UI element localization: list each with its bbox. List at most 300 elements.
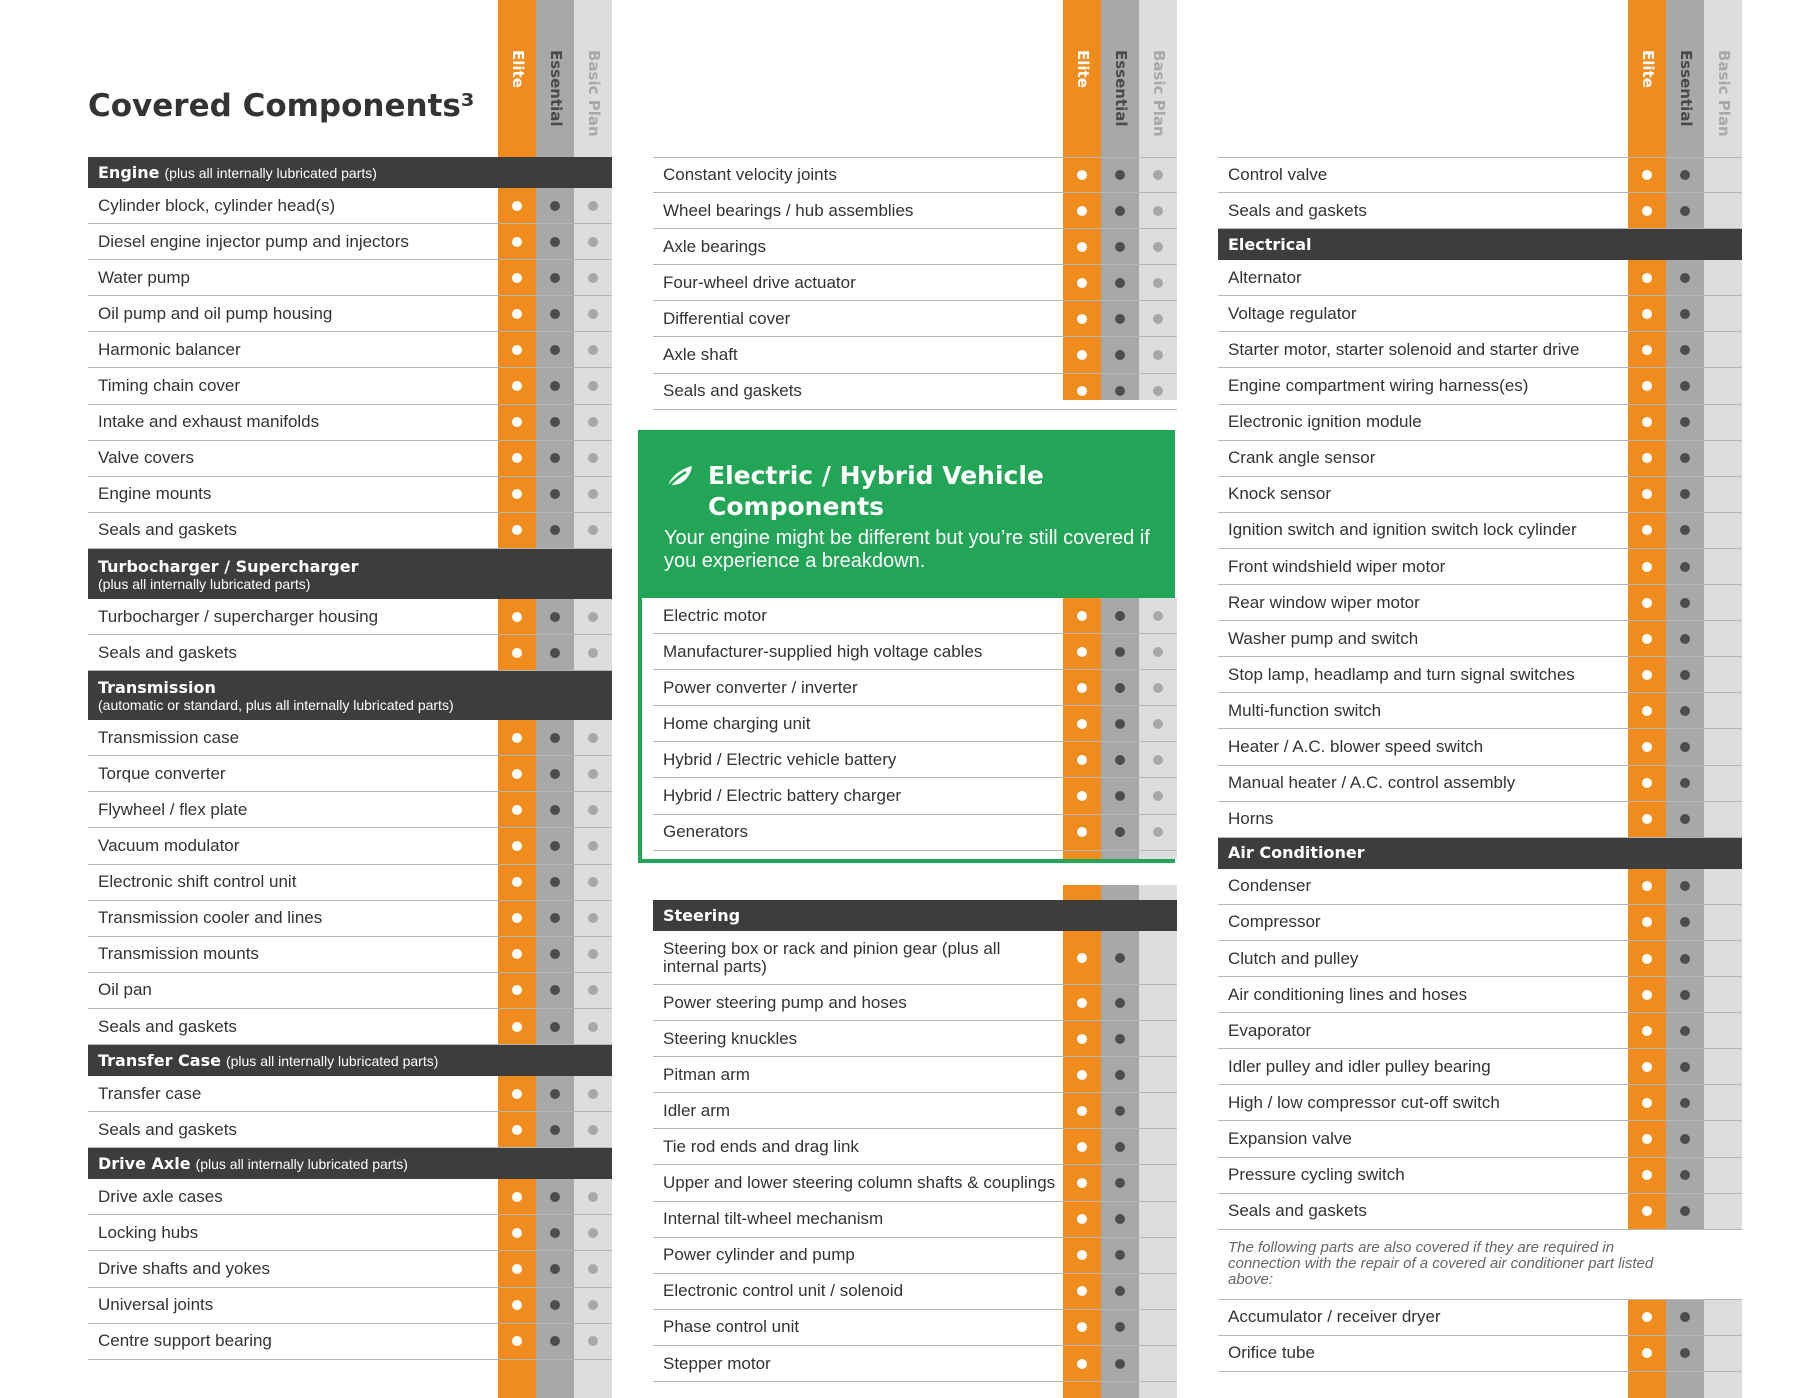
list-item xyxy=(88,260,612,296)
item-label: Pitman arm xyxy=(663,1064,750,1084)
elite-covered-dot xyxy=(1642,1312,1652,1322)
basic-covered-dot xyxy=(1153,206,1163,216)
elite-covered-dot xyxy=(1642,1206,1652,1216)
elite-covered-dot xyxy=(512,1192,522,1202)
item-label: Differential cover xyxy=(663,308,791,328)
essential-covered-dot xyxy=(550,417,560,427)
essential-covered-dot xyxy=(1680,1206,1690,1216)
essential-covered-dot xyxy=(1115,1359,1125,1369)
list-item xyxy=(653,338,1177,374)
item-label: Condenser xyxy=(1228,876,1312,896)
ev-components-banner xyxy=(638,430,1175,598)
list-item xyxy=(653,301,1177,337)
elite-covered-dot xyxy=(1642,670,1652,680)
item-label: Cylinder block, cylinder head(s) xyxy=(98,195,336,215)
item-label: Generators xyxy=(663,822,749,842)
essential-covered-dot xyxy=(550,913,560,923)
list-item xyxy=(1218,369,1742,405)
elite-covered-dot xyxy=(512,648,522,658)
essential-covered-dot xyxy=(550,1125,560,1135)
item-label: Seals and gaskets xyxy=(98,642,237,662)
section-subtitle: (automatic or standard, plus all internally lubricated parts) xyxy=(98,697,454,714)
elite-covered-dot xyxy=(1642,1348,1652,1358)
basic-covered-dot xyxy=(588,273,598,283)
list-item xyxy=(653,1238,1177,1274)
ev-title: Electric / Hybrid Vehicle Components xyxy=(708,461,1044,521)
essential-covered-dot xyxy=(550,985,560,995)
item-label: Orifice tube xyxy=(1228,1343,1315,1363)
item-label: Compressor xyxy=(1228,912,1321,932)
basic-covered-dot xyxy=(588,877,598,887)
basic-covered-dot xyxy=(588,1125,598,1135)
elite-covered-dot xyxy=(512,453,522,463)
elite-covered-dot xyxy=(1077,827,1087,837)
essential-covered-dot xyxy=(1115,719,1125,729)
item-label: Power converter / inverter xyxy=(663,677,858,697)
basic-covered-dot xyxy=(588,1089,598,1099)
elite-covered-dot xyxy=(1077,386,1087,396)
list-item xyxy=(653,742,1177,778)
elite-plan-label: Elite xyxy=(1074,50,1092,88)
item-label: Hybrid / Electric battery charger xyxy=(663,786,902,806)
essential-covered-dot xyxy=(1115,755,1125,765)
item-label: Rear window wiper motor xyxy=(1228,592,1420,612)
elite-covered-dot xyxy=(1077,1250,1087,1260)
list-item xyxy=(1218,905,1742,941)
elite-covered-dot xyxy=(512,309,522,319)
item-label: Four-wheel drive actuator xyxy=(663,272,856,292)
elite-covered-dot xyxy=(1642,1170,1652,1180)
basic-covered-dot xyxy=(588,237,598,247)
item-label: Control valve xyxy=(1228,164,1328,184)
basic-covered-dot xyxy=(588,805,598,815)
list-item xyxy=(1218,549,1742,585)
item-label: Stop lamp, headlamp and turn signal switches xyxy=(1228,664,1575,684)
elite-covered-dot xyxy=(512,612,522,622)
basic-covered-dot xyxy=(1153,386,1163,396)
item-label: Engine compartment wiring harness(es) xyxy=(1228,376,1529,396)
item-label: Torque converter xyxy=(98,763,226,783)
list-item xyxy=(653,1166,1177,1202)
list-item xyxy=(1218,441,1742,477)
essential-covered-dot xyxy=(1680,273,1690,283)
basic-covered-dot xyxy=(588,1264,598,1274)
list-item xyxy=(1218,657,1742,693)
elite-covered-dot xyxy=(1642,1026,1652,1036)
elite-covered-dot xyxy=(512,489,522,499)
item-label: Axle shaft xyxy=(663,345,738,365)
essential-covered-dot xyxy=(550,769,560,779)
section-title: Drive Axle xyxy=(98,1153,191,1173)
elite-covered-dot xyxy=(1077,1034,1087,1044)
list-item xyxy=(653,1021,1177,1057)
list-item xyxy=(1218,1194,1742,1230)
essential-covered-dot xyxy=(1115,953,1125,963)
list-item xyxy=(88,635,612,671)
item-label: Crank angle sensor xyxy=(1228,448,1376,468)
section-header xyxy=(653,900,1177,931)
elite-covered-dot xyxy=(512,1228,522,1238)
essential-covered-dot xyxy=(1680,170,1690,180)
essential-covered-dot xyxy=(550,949,560,959)
list-item xyxy=(88,901,612,937)
elite-covered-dot xyxy=(1077,242,1087,252)
list-item xyxy=(1218,1122,1742,1158)
elite-covered-dot xyxy=(1642,453,1652,463)
item-label: Universal joints xyxy=(98,1295,214,1315)
item-label: Hybrid / Electric vehicle battery xyxy=(663,749,897,769)
essential-covered-dot xyxy=(1115,1070,1125,1080)
list-item xyxy=(653,985,1177,1021)
list-item xyxy=(1218,730,1742,766)
elite-covered-dot xyxy=(512,1089,522,1099)
section-title: Turbocharger / Supercharger xyxy=(98,556,359,576)
section-title: Air Conditioner xyxy=(1228,843,1365,863)
essential-covered-dot xyxy=(1680,1062,1690,1072)
section-subtitle: (plus all internally lubricated parts) xyxy=(98,575,311,592)
essential-covered-dot xyxy=(550,1228,560,1238)
section-header xyxy=(88,157,612,188)
elite-covered-dot xyxy=(1077,719,1087,729)
elite-covered-dot xyxy=(512,417,522,427)
elite-plan-label: Elite xyxy=(509,50,527,88)
item-label: Tie rod ends and drag link xyxy=(663,1136,859,1156)
list-item xyxy=(1218,1300,1742,1336)
essential-covered-dot xyxy=(1680,562,1690,572)
list-item xyxy=(1218,193,1742,229)
item-label: Seals and gaskets xyxy=(98,1016,237,1036)
elite-covered-dot xyxy=(1077,1214,1087,1224)
elite-covered-dot xyxy=(512,1022,522,1032)
essential-covered-dot xyxy=(1115,242,1125,252)
list-item xyxy=(1218,693,1742,729)
essential-plan-label: Essential xyxy=(547,50,565,127)
item-label: Turbocharger / supercharger housing xyxy=(98,606,379,626)
basic-covered-dot xyxy=(1153,242,1163,252)
elite-covered-dot xyxy=(1642,489,1652,499)
item-label: Starter motor, starter solenoid and starter drive xyxy=(1228,339,1580,359)
list-item xyxy=(653,1093,1177,1129)
item-label: Internal tilt-wheel mechanism xyxy=(663,1209,884,1229)
elite-covered-dot xyxy=(512,1264,522,1274)
essential-covered-dot xyxy=(1115,791,1125,801)
essential-covered-dot xyxy=(1680,742,1690,752)
page-title: Covered Components³ xyxy=(88,88,475,124)
essential-covered-dot xyxy=(550,525,560,535)
essential-covered-dot xyxy=(1680,453,1690,463)
list-item xyxy=(88,296,612,332)
list-item xyxy=(1218,260,1742,296)
basic-covered-dot xyxy=(1153,755,1163,765)
elite-covered-dot xyxy=(1077,611,1087,621)
elite-covered-dot xyxy=(1642,814,1652,824)
essential-covered-dot xyxy=(1115,1034,1125,1044)
section-header-line xyxy=(1228,843,1742,863)
basic-covered-dot xyxy=(588,949,598,959)
essential-covered-dot xyxy=(1680,417,1690,427)
elite-covered-dot xyxy=(1077,791,1087,801)
section-title: Transmission xyxy=(98,678,216,698)
list-item xyxy=(1218,513,1742,549)
elite-covered-dot xyxy=(512,345,522,355)
essential-covered-dot xyxy=(550,345,560,355)
elite-covered-dot xyxy=(512,201,522,211)
item-label: Alternator xyxy=(1228,267,1302,287)
section-header xyxy=(88,1148,612,1179)
item-label: Horns xyxy=(1228,809,1274,829)
elite-covered-dot xyxy=(1077,1178,1087,1188)
item-label: Knock sensor xyxy=(1228,484,1331,504)
item-label: Harmonic balancer xyxy=(98,339,241,359)
list-item xyxy=(88,1112,612,1148)
essential-covered-dot xyxy=(1115,1106,1125,1116)
item-label: Pressure cycling switch xyxy=(1228,1165,1405,1185)
essential-covered-dot xyxy=(1680,954,1690,964)
elite-covered-dot xyxy=(512,381,522,391)
essential-covered-dot xyxy=(1680,990,1690,1000)
essential-covered-dot xyxy=(1680,1170,1690,1180)
list-item xyxy=(1218,405,1742,441)
essential-covered-dot xyxy=(1115,998,1125,1008)
essential-covered-dot xyxy=(550,841,560,851)
elite-covered-dot xyxy=(1077,1286,1087,1296)
item-label: Voltage regulator xyxy=(1228,303,1357,323)
essential-covered-dot xyxy=(550,237,560,247)
list-item xyxy=(1218,941,1742,977)
ev-subtitle: Your engine might be different but you’re still covered if you experience a breakdown. xyxy=(664,527,1150,572)
elite-covered-dot xyxy=(1642,634,1652,644)
item-label: Seals and gaskets xyxy=(98,520,237,540)
essential-covered-dot xyxy=(1680,1026,1690,1036)
essential-covered-dot xyxy=(1115,350,1125,360)
list-item xyxy=(88,224,612,260)
item-label: Water pump xyxy=(98,267,190,287)
essential-covered-dot xyxy=(1680,917,1690,927)
list-item xyxy=(88,405,612,441)
section-header-line xyxy=(98,163,612,183)
elite-covered-dot xyxy=(1077,998,1087,1008)
section-header xyxy=(88,1045,612,1076)
elite-covered-dot xyxy=(1642,170,1652,180)
section-header xyxy=(88,671,612,720)
list-item xyxy=(88,756,612,792)
essential-covered-dot xyxy=(1115,278,1125,288)
list-item xyxy=(653,1274,1177,1310)
elite-covered-dot xyxy=(512,733,522,743)
item-label: Manufacturer-supplied high voltage cables xyxy=(663,641,983,661)
essential-covered-dot xyxy=(550,201,560,211)
essential-covered-dot xyxy=(1680,1312,1690,1322)
list-item xyxy=(1218,157,1742,193)
list-item xyxy=(653,815,1177,851)
essential-covered-dot xyxy=(1115,1142,1125,1152)
item-label: Valve covers xyxy=(98,448,195,468)
essential-covered-dot xyxy=(1680,706,1690,716)
elite-covered-dot xyxy=(1642,417,1652,427)
section-title: Steering xyxy=(663,905,741,925)
item-label: Seals and gaskets xyxy=(1228,200,1367,220)
basic-covered-dot xyxy=(588,733,598,743)
elite-covered-dot xyxy=(1077,1070,1087,1080)
list-item xyxy=(88,792,612,828)
basic-plan-label: Basic Plan xyxy=(585,50,603,137)
item-label: Phase control unit xyxy=(663,1317,800,1337)
list-item xyxy=(1218,1336,1742,1372)
basic-covered-dot xyxy=(1153,719,1163,729)
essential-covered-dot xyxy=(550,1336,560,1346)
essential-plan-label: Essential xyxy=(1112,50,1130,127)
list-item xyxy=(88,1076,612,1112)
item-label: Locking hubs xyxy=(98,1222,199,1242)
essential-covered-dot xyxy=(1680,814,1690,824)
basic-covered-dot xyxy=(1153,350,1163,360)
list-item xyxy=(88,599,612,635)
elite-covered-dot xyxy=(1077,953,1087,963)
section-subtitle: (plus all internally lubricated parts) xyxy=(195,1155,408,1172)
item-label: High / low compressor cut-off switch xyxy=(1228,1092,1500,1112)
elite-covered-dot xyxy=(1642,954,1652,964)
basic-covered-dot xyxy=(588,381,598,391)
elite-covered-dot xyxy=(1642,917,1652,927)
item-label: Upper and lower steering column shafts & couplings xyxy=(663,1173,1056,1193)
essential-covered-dot xyxy=(1680,206,1690,216)
item-label: Steering box or rack and pinion gear (plus all internal parts) xyxy=(663,938,1001,976)
essential-covered-dot xyxy=(1115,1178,1125,1188)
item-label: Transmission cooler and lines xyxy=(98,908,323,928)
basic-covered-dot xyxy=(588,841,598,851)
list-item xyxy=(1218,1013,1742,1049)
list-item xyxy=(653,193,1177,229)
essential-covered-dot xyxy=(1680,634,1690,644)
basic-covered-dot xyxy=(588,417,598,427)
elite-covered-dot xyxy=(1077,755,1087,765)
list-item xyxy=(653,598,1177,634)
elite-covered-dot xyxy=(1642,706,1652,716)
essential-covered-dot xyxy=(550,733,560,743)
item-label: Heater / A.C. blower speed switch xyxy=(1228,737,1484,757)
essential-covered-dot xyxy=(1115,170,1125,180)
essential-covered-dot xyxy=(1680,489,1690,499)
list-item xyxy=(88,865,612,901)
item-label: Axle bearings xyxy=(663,236,767,256)
item-label: Oil pan xyxy=(98,980,152,1000)
section-subtitle: (plus all internally lubricated parts) xyxy=(225,1052,439,1069)
essential-covered-dot xyxy=(550,453,560,463)
list-item xyxy=(1218,621,1742,657)
basic-covered-dot xyxy=(1153,170,1163,180)
elite-covered-dot xyxy=(1077,1359,1087,1369)
item-label: Constant velocity joints xyxy=(663,164,837,184)
item-label: Oil pump and oil pump housing xyxy=(98,303,333,323)
section-title: Engine xyxy=(98,162,160,182)
essential-covered-dot xyxy=(1680,525,1690,535)
elite-covered-dot xyxy=(512,1336,522,1346)
item-label: Transmission mounts xyxy=(98,944,259,964)
elite-covered-dot xyxy=(1077,1142,1087,1152)
basic-covered-dot xyxy=(588,913,598,923)
list-item xyxy=(1218,585,1742,621)
essential-covered-dot xyxy=(550,1089,560,1099)
elite-covered-dot xyxy=(1642,1134,1652,1144)
elite-covered-dot xyxy=(512,273,522,283)
section-subtitle: (plus all internally lubricated parts) xyxy=(164,164,377,181)
item-label: Transfer case xyxy=(98,1083,202,1103)
list-item xyxy=(1218,977,1742,1013)
item-label: Home charging unit xyxy=(663,713,811,733)
elite-covered-dot xyxy=(1077,278,1087,288)
ac-footnote: The following parts are also covered if they are required in connection with the repair of a covered air conditioner part listed above: xyxy=(1228,1238,1654,1288)
elite-covered-dot xyxy=(1642,206,1652,216)
basic-covered-dot xyxy=(588,1022,598,1032)
elite-covered-dot xyxy=(512,805,522,815)
item-label: Evaporator xyxy=(1228,1020,1312,1040)
list-item xyxy=(88,332,612,368)
elite-covered-dot xyxy=(1642,273,1652,283)
elite-covered-dot xyxy=(512,913,522,923)
list-item xyxy=(1218,802,1742,838)
list-item xyxy=(88,720,612,756)
elite-covered-dot xyxy=(1077,170,1087,180)
basic-covered-dot xyxy=(1153,683,1163,693)
essential-covered-dot xyxy=(1115,1322,1125,1332)
list-item xyxy=(1218,766,1742,802)
list-item xyxy=(1218,332,1742,368)
basic-covered-dot xyxy=(1153,611,1163,621)
item-label: Diesel engine injector pump and injectors xyxy=(98,231,409,251)
item-label: Electronic shift control unit xyxy=(98,872,297,892)
essential-covered-dot xyxy=(1115,1250,1125,1260)
elite-covered-dot xyxy=(512,877,522,887)
item-label: Seals and gaskets xyxy=(663,381,802,401)
essential-covered-dot xyxy=(550,1192,560,1202)
section-header xyxy=(1218,838,1742,869)
basic-covered-dot xyxy=(1153,791,1163,801)
elite-covered-dot xyxy=(1077,1322,1087,1332)
list-item xyxy=(88,1288,612,1324)
essential-covered-dot xyxy=(1680,778,1690,788)
list-item xyxy=(653,229,1177,265)
essential-covered-dot xyxy=(550,612,560,622)
item-label: Seals and gaskets xyxy=(1228,1201,1367,1221)
item-label: Ignition switch and ignition switch lock cylinder xyxy=(1228,520,1577,540)
essential-covered-dot xyxy=(1680,598,1690,608)
list-item xyxy=(88,188,612,224)
essential-covered-dot xyxy=(1115,827,1125,837)
elite-covered-dot xyxy=(1642,598,1652,608)
section-header-line xyxy=(1228,235,1742,255)
essential-covered-dot xyxy=(550,489,560,499)
elite-covered-dot xyxy=(1642,309,1652,319)
list-item xyxy=(1218,869,1742,905)
item-label: Stepper motor xyxy=(663,1353,771,1373)
item-label: Electronic control unit / solenoid xyxy=(663,1281,904,1301)
elite-covered-dot xyxy=(1642,345,1652,355)
list-item xyxy=(653,1057,1177,1093)
elite-covered-dot xyxy=(1077,683,1087,693)
basic-covered-dot xyxy=(588,1336,598,1346)
basic-covered-dot xyxy=(588,489,598,499)
item-label: Steering knuckles xyxy=(663,1028,798,1048)
basic-covered-dot xyxy=(588,612,598,622)
list-item xyxy=(88,369,612,405)
list-item xyxy=(653,265,1177,301)
item-label: Timing chain cover xyxy=(98,376,241,396)
basic-covered-dot xyxy=(588,345,598,355)
elite-covered-dot xyxy=(1077,647,1087,657)
section-title: Electrical xyxy=(1228,234,1312,254)
list-item xyxy=(653,1346,1177,1382)
list-item xyxy=(88,973,612,1009)
